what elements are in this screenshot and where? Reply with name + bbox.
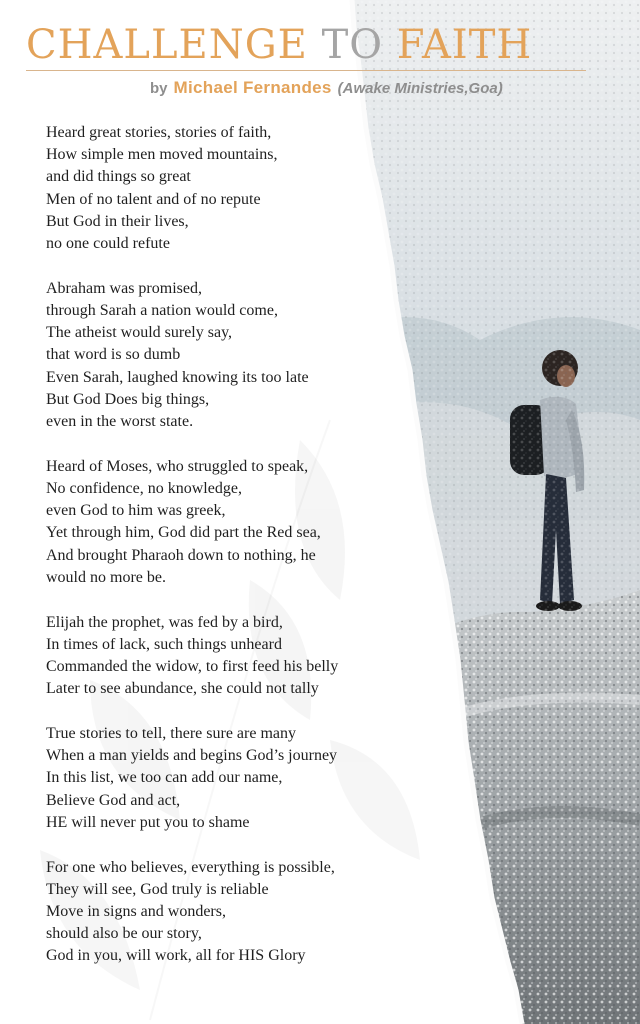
title-part-to: TO bbox=[321, 22, 397, 68]
stanza-3 bbox=[46, 456, 446, 589]
poem-line: Later to see abundance, she could not tally bbox=[46, 680, 319, 698]
poem-line: In times of lack, such things unheard bbox=[46, 635, 282, 653]
author-name: Michael Fernandes bbox=[173, 78, 332, 97]
poem-line: How simple men moved mountains, bbox=[46, 146, 278, 164]
poem-line: Move in signs and wonders, bbox=[46, 903, 226, 921]
poem-body bbox=[46, 122, 446, 990]
poem-line: Abraham was promised, bbox=[46, 279, 202, 297]
poem-title bbox=[26, 20, 532, 70]
poem-line: For one who believes, everything is possible, bbox=[46, 858, 335, 876]
stanza-5 bbox=[46, 723, 446, 834]
poem-line: The atheist would surely say, bbox=[46, 324, 233, 342]
poem-line: Even Sarah, laughed knowing its too late bbox=[46, 368, 309, 386]
poem-line: Yet through him, God did part the Red sea, bbox=[46, 524, 321, 542]
stanza-6 bbox=[46, 857, 446, 968]
poem-line: God in you, will work, all for HIS Glory bbox=[46, 947, 306, 965]
poem-line: They will see, God truly is reliable bbox=[46, 880, 269, 898]
poem-line: would no more be. bbox=[46, 568, 166, 586]
stanza-4 bbox=[46, 612, 446, 701]
poem-line: Elijah the prophet, was fed by a bird, bbox=[46, 613, 283, 631]
header bbox=[0, 0, 640, 110]
poem-line: In this list, we too can add our name, bbox=[46, 769, 283, 787]
poem-line: Heard great stories, stories of faith, bbox=[46, 124, 272, 141]
poem-line: that word is so dumb bbox=[46, 346, 181, 364]
poem-line: HE will never put you to shame bbox=[46, 813, 250, 831]
title-part-faith: FAITH bbox=[396, 22, 533, 68]
poem-line: no one could refute bbox=[46, 235, 170, 253]
poem-line: and did things so great bbox=[46, 168, 191, 186]
author-organization: (Awake Ministries,Goa) bbox=[337, 80, 503, 97]
stanza-1 bbox=[46, 122, 446, 255]
poem-line: should also be our story, bbox=[46, 925, 202, 943]
poem-line: And brought Pharaoh down to nothing, he bbox=[46, 546, 316, 564]
poem-line: Heard of Moses, who struggled to speak, bbox=[46, 457, 309, 475]
byline bbox=[150, 78, 503, 99]
poem-line: Believe God and act, bbox=[46, 791, 181, 809]
title-underline bbox=[26, 70, 586, 71]
poem-line: through Sarah a nation would come, bbox=[46, 302, 278, 320]
poem-line: But God in their lives, bbox=[46, 212, 189, 230]
poem-line: True stories to tell, there sure are many bbox=[46, 725, 297, 743]
poem-line: But God Does big things, bbox=[46, 390, 210, 408]
stanza-2 bbox=[46, 278, 446, 433]
poem-line: even God to him was greek, bbox=[46, 502, 226, 520]
poem-line: Commanded the widow, to first feed his belly bbox=[46, 658, 339, 676]
poem-line: No confidence, no knowledge, bbox=[46, 480, 242, 498]
title-part-challenge: CHALLENGE bbox=[26, 22, 322, 68]
poem-line: When a man yields and begins God’s journey bbox=[46, 747, 338, 765]
poem-line: even in the worst state. bbox=[46, 413, 194, 431]
poem-line: Men of no talent and of no repute bbox=[46, 190, 261, 208]
byline-by: by bbox=[150, 80, 168, 97]
